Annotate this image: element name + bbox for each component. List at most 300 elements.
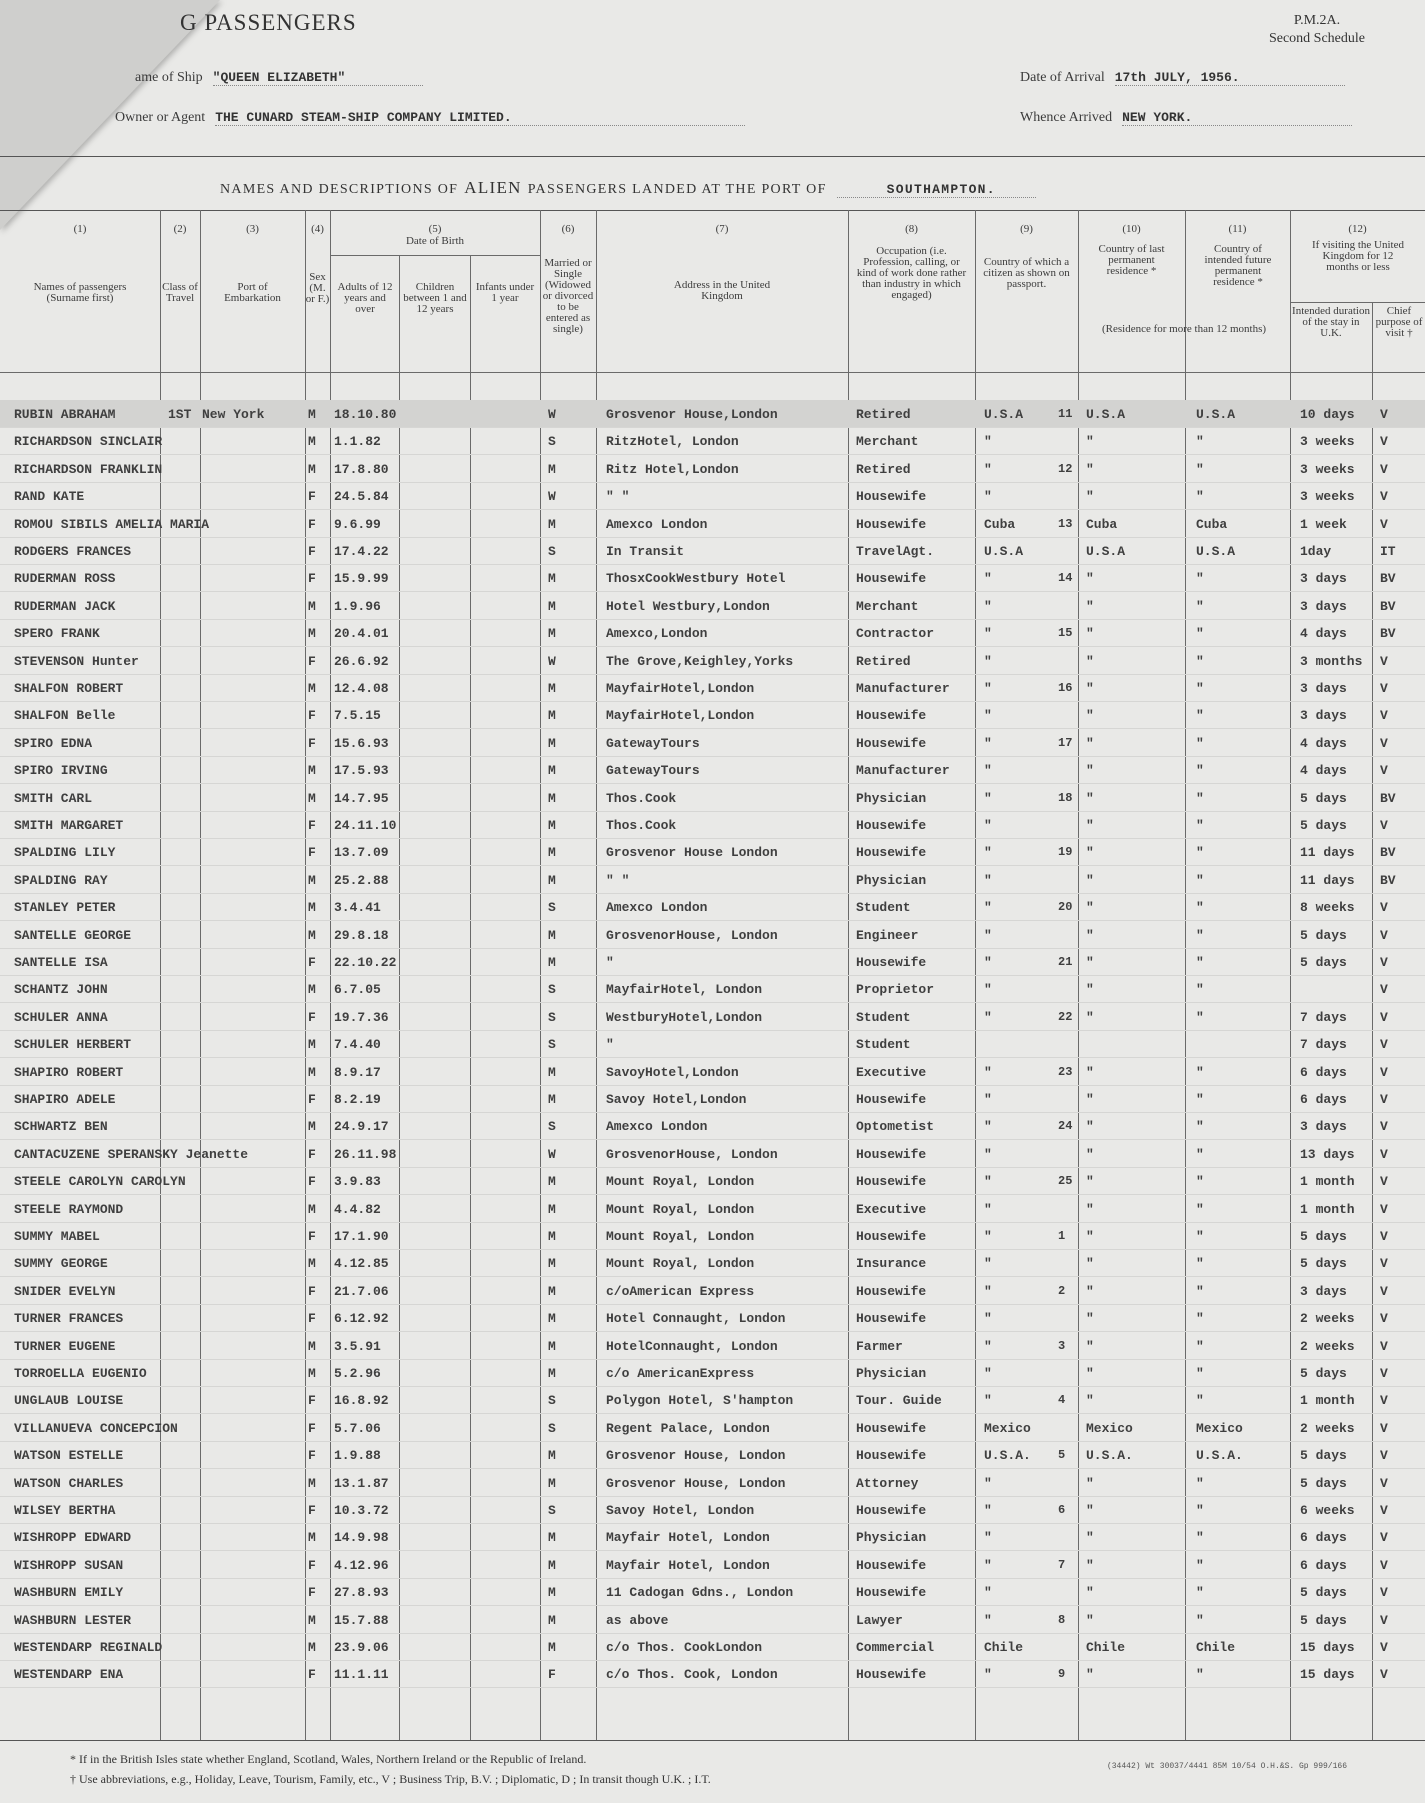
future-residence: " — [1196, 1475, 1204, 1491]
table-row — [0, 1578, 1425, 1606]
marital-status: M — [548, 735, 556, 751]
stay-duration: 5 days — [1300, 1585, 1347, 1601]
last-residence: " — [1086, 982, 1094, 998]
visit-purpose: BV — [1380, 571, 1396, 587]
date-of-birth: 26.11.98 — [334, 1146, 397, 1162]
future-residence: " — [1196, 1146, 1204, 1162]
margin-note: 8 — [1058, 1612, 1066, 1627]
citizenship: " — [984, 1092, 992, 1107]
occupation: Housewife — [856, 1311, 927, 1327]
sex: M — [308, 407, 316, 422]
uk-address: Hotel Connaught, London — [606, 1311, 786, 1327]
col-header-infants: Infants under 1 year — [475, 281, 535, 304]
visit-purpose: V — [1380, 1229, 1388, 1244]
occupation: Contractor — [856, 626, 935, 642]
sex: F — [308, 955, 316, 970]
future-residence: " — [1196, 489, 1204, 505]
last-residence: " — [1086, 1530, 1094, 1546]
visit-purpose: V — [1380, 516, 1388, 532]
visit-purpose: V — [1380, 1311, 1388, 1327]
future-residence: " — [1196, 1092, 1204, 1107]
visit-purpose: V — [1380, 434, 1388, 450]
stay-duration: 5 days — [1300, 1448, 1347, 1464]
citizenship: Cuba — [984, 516, 1016, 532]
table-row — [0, 893, 1425, 921]
citizenship: " — [984, 1064, 992, 1080]
marital-status: M — [548, 927, 556, 943]
date-of-birth: 24.5.84 — [334, 489, 389, 505]
passenger-name: WILSEY BERTHA — [14, 1503, 116, 1518]
port-of-embarkation: New York — [202, 407, 265, 422]
stay-duration: 7 days — [1300, 1037, 1347, 1053]
sex: M — [308, 900, 316, 916]
occupation: Housewife — [856, 489, 927, 505]
occupation: Proprietor — [856, 982, 935, 998]
passenger-name: UNGLAUB LOUISE — [14, 1393, 124, 1409]
last-residence: " — [1086, 571, 1094, 587]
passenger-name: WISHROPP SUSAN — [14, 1557, 124, 1573]
future-residence: " — [1196, 598, 1204, 614]
last-residence: Cuba — [1086, 516, 1118, 532]
occupation: Manufacturer — [856, 681, 950, 696]
col-num: (2) — [173, 223, 187, 235]
date-of-birth: 13.1.87 — [334, 1475, 389, 1491]
passenger-name: WATSON ESTELLE — [14, 1448, 124, 1464]
owner-name: THE CUNARD STEAM-SHIP COMPANY LIMITED. — [215, 110, 745, 126]
arrival-label: Date of Arrival — [1020, 70, 1105, 85]
uk-address: ThosxCookWestbury Hotel — [606, 571, 786, 587]
uk-address: Thos.Cook — [606, 790, 677, 806]
uk-address: GrosvenorHouse, London — [606, 927, 778, 943]
citizenship: " — [984, 1283, 992, 1299]
occupation: Housewife — [856, 955, 927, 970]
passenger-name: SCHWARTZ BEN — [14, 1119, 108, 1135]
citizenship: U.S.A — [984, 407, 1024, 422]
citizenship: " — [984, 1612, 992, 1628]
stay-duration: 5 days — [1300, 818, 1347, 833]
table-row — [0, 647, 1425, 675]
margin-note: 9 — [1058, 1667, 1066, 1682]
occupation: Housewife — [856, 1229, 927, 1244]
passenger-name: ROMOU SIBILS AMELIA MARIA — [14, 516, 210, 532]
occupation: Housewife — [856, 845, 927, 861]
citizenship: " — [984, 1585, 992, 1601]
passenger-name: SHAPIRO ADELE — [14, 1092, 116, 1107]
table-row — [0, 1359, 1425, 1387]
stay-duration: 13 days — [1300, 1146, 1355, 1162]
stay-duration: 6 weeks — [1300, 1503, 1355, 1518]
occupation: Housewife — [856, 571, 927, 587]
visit-purpose: V — [1380, 1092, 1388, 1107]
occupation: Housewife — [856, 708, 927, 724]
occupation: Housewife — [856, 1146, 927, 1162]
marital-status: S — [548, 1009, 556, 1025]
marital-status: M — [548, 845, 556, 861]
marital-status: W — [548, 653, 556, 669]
citizenship: " — [984, 1146, 992, 1162]
date-of-birth: 13.7.09 — [334, 845, 389, 861]
date-of-birth: 11.1.11 — [334, 1667, 389, 1683]
stay-duration: 5 days — [1300, 927, 1347, 943]
future-residence: " — [1196, 927, 1204, 943]
table-row — [0, 1332, 1425, 1360]
date-of-birth: 20.4.01 — [334, 626, 389, 642]
col-num: (6) — [561, 223, 575, 235]
citizenship: " — [984, 955, 992, 970]
marital-status: M — [548, 1229, 556, 1244]
margin-note: 21 — [1058, 955, 1073, 969]
date-of-birth: 27.8.93 — [334, 1585, 389, 1601]
occupation: Merchant — [856, 598, 919, 614]
uk-address: HotelConnaught, London — [606, 1338, 778, 1354]
citizenship: " — [984, 461, 992, 477]
ship-name: "QUEEN ELIZABETH" — [213, 70, 423, 86]
last-residence: " — [1086, 1064, 1094, 1080]
date-of-birth: 6.7.05 — [334, 982, 381, 998]
last-residence: " — [1086, 1119, 1094, 1135]
sex: M — [308, 1612, 316, 1628]
date-of-birth: 19.7.36 — [334, 1009, 389, 1025]
date-of-birth: 7.4.40 — [334, 1037, 381, 1053]
passenger-name: SPERO FRANK — [14, 626, 100, 642]
occupation: Retired — [856, 407, 911, 422]
marital-status: M — [548, 681, 556, 696]
stay-duration: 4 days — [1300, 626, 1347, 642]
citizenship: " — [984, 900, 992, 916]
footnote-purpose: † Use abbreviations, e.g., Holiday, Leave, Tourism, Family, etc., V ; Business Trip, B.V. ; Diplomatic, D ; In transit though U.K. ; I.T. — [70, 1772, 711, 1786]
occupation: Housewife — [856, 818, 927, 833]
margin-note: 17 — [1058, 735, 1073, 750]
visit-purpose: V — [1380, 955, 1388, 970]
occupation: Student — [856, 1009, 911, 1025]
uk-address: Thos.Cook — [606, 818, 677, 833]
col-header-children: Children between 1 and 12 years — [403, 281, 467, 315]
last-residence: " — [1086, 1393, 1094, 1409]
passenger-name: WASHBURN EMILY — [14, 1585, 124, 1601]
future-residence: " — [1196, 681, 1204, 696]
passenger-name: RUDERMAN JACK — [14, 598, 116, 614]
date-of-birth: 1.9.96 — [334, 598, 381, 614]
whence-label: Whence Arrived — [1020, 110, 1113, 125]
sex: M — [308, 461, 316, 477]
table-row — [0, 1195, 1425, 1223]
occupation: Farmer — [856, 1338, 903, 1354]
citizenship: " — [984, 571, 992, 587]
citizenship: " — [984, 982, 992, 998]
margin-note: 3 — [1058, 1338, 1066, 1353]
date-of-birth: 3.4.41 — [334, 900, 381, 916]
marital-status: M — [548, 1256, 556, 1272]
table-row — [0, 455, 1425, 483]
sex: F — [308, 516, 316, 532]
marital-status: M — [548, 1311, 556, 1327]
footer-rule — [0, 1740, 1425, 1741]
passenger-name: STANLEY PETER — [14, 900, 116, 916]
form-reference — [1269, 12, 1365, 48]
uk-address: The Grove,Keighley,Yorks — [606, 653, 794, 669]
sex: M — [308, 1530, 316, 1546]
sex: F — [308, 1092, 316, 1107]
citizenship: U.S.A. — [984, 1448, 1031, 1464]
stay-duration: 5 days — [1300, 1612, 1347, 1628]
marital-status: M — [548, 1201, 556, 1217]
uk-address: Amexco London — [606, 1119, 708, 1135]
marital-status: M — [548, 708, 556, 724]
stay-duration: 1 month — [1300, 1201, 1355, 1217]
date-of-birth: 4.12.96 — [334, 1557, 389, 1573]
date-of-birth: 4.4.82 — [334, 1201, 381, 1217]
passenger-name: WATSON CHARLES — [14, 1475, 124, 1491]
marital-status: M — [548, 598, 556, 614]
marital-status: W — [548, 489, 556, 505]
visit-purpose: BV — [1380, 872, 1396, 888]
stay-duration: 2 weeks — [1300, 1338, 1355, 1354]
uk-address: as above — [606, 1612, 669, 1628]
col-header-port: Port of Embarkation — [224, 281, 281, 304]
occupation: Student — [856, 900, 911, 916]
occupation: Retired — [856, 653, 911, 669]
header-rule — [0, 156, 1425, 157]
date-of-birth: 5.2.96 — [334, 1366, 381, 1381]
last-residence: " — [1086, 653, 1094, 669]
uk-address: Mayfair Hotel, London — [606, 1530, 770, 1546]
future-residence: U.S.A — [1196, 544, 1236, 559]
future-residence: " — [1196, 955, 1204, 970]
table-row — [0, 619, 1425, 647]
sex: M — [308, 872, 316, 888]
table-row — [0, 537, 1425, 565]
uk-address: Amexco London — [606, 900, 708, 916]
last-residence: " — [1086, 763, 1094, 779]
visit-purpose: BV — [1380, 845, 1396, 861]
margin-note: 2 — [1058, 1283, 1066, 1298]
citizenship: " — [984, 489, 992, 505]
occupation: Retired — [856, 461, 911, 477]
marital-status: M — [548, 1530, 556, 1546]
occupation: Physician — [856, 872, 927, 888]
visit-purpose: V — [1380, 1256, 1388, 1272]
marital-status: M — [548, 1640, 556, 1655]
stay-duration: 3 days — [1300, 1119, 1347, 1135]
stay-duration: 5 days — [1300, 1475, 1347, 1491]
citizenship: " — [984, 1009, 992, 1025]
citizenship: " — [984, 1530, 992, 1546]
marital-status: S — [548, 1503, 556, 1518]
passenger-name: SANTELLE GEORGE — [14, 927, 132, 943]
last-residence: " — [1086, 1366, 1094, 1381]
visit-purpose: V — [1380, 708, 1388, 724]
occupation: Housewife — [856, 1557, 927, 1573]
last-residence: " — [1086, 1009, 1094, 1025]
future-residence: U.S.A. — [1196, 1448, 1243, 1464]
stay-duration: 5 days — [1300, 1256, 1347, 1272]
margin-note: 1 — [1058, 1229, 1066, 1243]
table-row — [0, 1606, 1425, 1634]
dob-header-rule — [330, 255, 540, 256]
ship-line — [135, 70, 423, 86]
whence-line — [1020, 110, 1352, 126]
last-residence: " — [1086, 1283, 1094, 1299]
uk-address: Hotel Westbury,London — [606, 598, 770, 614]
sex: F — [308, 653, 316, 669]
date-of-birth: 9.6.99 — [334, 516, 381, 532]
date-of-birth: 17.1.90 — [334, 1229, 389, 1244]
passenger-name: TORROELLA EUGENIO — [14, 1366, 147, 1381]
table-row — [0, 1414, 1425, 1442]
occupation: Tour. Guide — [856, 1393, 942, 1409]
stay-duration: 4 days — [1300, 735, 1347, 751]
table-row — [0, 564, 1425, 592]
col-header-address: Address in the United Kingdom — [673, 279, 771, 302]
table-row — [0, 482, 1425, 510]
table-row — [0, 921, 1425, 949]
passenger-name: WESTENDARP ENA — [14, 1667, 124, 1683]
date-of-birth: 17.4.22 — [334, 544, 389, 559]
passenger-name: RICHARDSON FRANKLIN — [14, 461, 163, 477]
col-header-citizen: Country of which a citizen as shown on passport. — [983, 256, 1070, 290]
marital-status: M — [548, 790, 556, 806]
occupation: Physician — [856, 1530, 927, 1546]
stay-duration: 1 month — [1300, 1174, 1355, 1190]
table-row — [0, 975, 1425, 1003]
col-header-residence-note: (Residence for more than 12 months) — [1101, 323, 1267, 335]
citizenship: " — [984, 1119, 992, 1135]
marital-status: M — [548, 461, 556, 477]
last-residence: " — [1086, 1229, 1094, 1244]
occupation: Housewife — [856, 1092, 927, 1107]
stay-duration: 2 weeks — [1300, 1420, 1355, 1436]
visit-purpose: V — [1380, 1530, 1388, 1546]
table-row — [0, 729, 1425, 757]
margin-note: 4 — [1058, 1393, 1066, 1408]
visit-purpose: V — [1380, 461, 1388, 477]
future-residence: " — [1196, 982, 1204, 998]
date-of-birth: 21.7.06 — [334, 1283, 389, 1299]
date-of-birth: 14.9.98 — [334, 1530, 389, 1546]
uk-address: Savoy Hotel, London — [606, 1503, 755, 1518]
sex: F — [308, 1667, 316, 1683]
col-header-last-res: Country of last permanent residence * — [1098, 243, 1165, 277]
visit-purpose: V — [1380, 818, 1388, 833]
uk-address: Regent Palace, London — [606, 1420, 770, 1436]
date-of-birth: 12.4.08 — [334, 681, 389, 696]
future-residence: " — [1196, 1503, 1204, 1518]
uk-address: MayfairHotel,London — [606, 708, 755, 724]
last-residence: " — [1086, 1092, 1094, 1107]
stay-duration: 6 days — [1300, 1557, 1347, 1573]
table-row — [0, 1222, 1425, 1250]
future-residence: " — [1196, 626, 1204, 642]
marital-status: S — [548, 434, 556, 450]
table-row — [0, 1249, 1425, 1277]
future-residence: " — [1196, 1612, 1204, 1628]
col-num: (5) — [428, 223, 442, 235]
stay-duration: 5 days — [1300, 1229, 1347, 1244]
margin-note: 15 — [1058, 626, 1073, 641]
date-of-birth: 18.10.80 — [334, 407, 397, 422]
table-row — [0, 811, 1425, 839]
table-row — [0, 1112, 1425, 1140]
col-header-class: Class of Travel — [162, 281, 198, 304]
visit-purpose: V — [1380, 735, 1388, 751]
stay-duration: 5 days — [1300, 1366, 1347, 1381]
passenger-name: TURNER EUGENE — [14, 1338, 116, 1354]
table-row — [0, 1304, 1425, 1332]
date-of-birth: 1.9.88 — [334, 1448, 381, 1464]
last-residence: " — [1086, 598, 1094, 614]
owner-label: Owner or Agent — [115, 110, 206, 125]
marital-status: M — [548, 516, 556, 532]
uk-address: GatewayTours — [606, 735, 700, 751]
citizenship: " — [984, 681, 992, 696]
citizenship: " — [984, 434, 992, 450]
future-residence: " — [1196, 818, 1204, 833]
sex: F — [308, 1393, 316, 1409]
header-bottom-rule — [0, 372, 1425, 373]
sex: F — [308, 1448, 316, 1464]
stay-duration: 11 days — [1300, 845, 1355, 861]
last-residence: " — [1086, 818, 1094, 833]
col-header-visit: If visiting the United Kingdom for 12 months or less — [1312, 239, 1404, 273]
visit-purpose: V — [1380, 1503, 1388, 1518]
visit-purpose: V — [1380, 900, 1388, 916]
citizenship: " — [984, 1503, 992, 1518]
passenger-name: RUBIN ABRAHAM — [14, 407, 116, 422]
citizenship: " — [984, 790, 992, 806]
passenger-name: SUMMY MABEL — [14, 1229, 100, 1244]
uk-address: RitzHotel, London — [606, 434, 739, 450]
marital-status: M — [548, 872, 556, 888]
future-residence: " — [1196, 1256, 1204, 1272]
marital-status: M — [548, 1283, 556, 1299]
col-header-adults: Adults of 12 years and over — [337, 281, 393, 315]
schedule-label: Second Schedule — [1268, 31, 1365, 46]
margin-note: 5 — [1058, 1448, 1066, 1463]
marital-status: M — [548, 1338, 556, 1354]
future-residence: " — [1196, 1174, 1204, 1190]
passenger-name: TURNER FRANCES — [14, 1311, 124, 1327]
last-residence: " — [1086, 1503, 1094, 1518]
visit-purpose: V — [1380, 763, 1388, 779]
citizenship: " — [984, 1174, 992, 1190]
marital-status: M — [548, 1366, 556, 1381]
marital-status: M — [548, 955, 556, 970]
marital-status: M — [548, 818, 556, 833]
uk-address: SavoyHotel,London — [606, 1064, 739, 1080]
future-residence: " — [1196, 461, 1204, 477]
stay-duration: 3 days — [1300, 571, 1347, 587]
date-of-birth: 22.10.22 — [334, 955, 397, 970]
occupation: Housewife — [856, 1448, 927, 1464]
stay-duration: 6 days — [1300, 1064, 1347, 1080]
occupation: Insurance — [856, 1256, 927, 1272]
sex: F — [308, 571, 316, 587]
last-residence: " — [1086, 708, 1094, 724]
margin-note: 16 — [1058, 681, 1073, 695]
sex: F — [308, 708, 316, 724]
citizenship: U.S.A — [984, 544, 1024, 559]
passenger-name: CANTACUZENE SPERANSKY Jeanette — [14, 1146, 249, 1162]
visit-purpose: V — [1380, 1283, 1388, 1299]
table-row — [0, 1523, 1425, 1551]
visit-purpose: V — [1380, 1667, 1388, 1683]
occupation: TravelAgt. — [856, 544, 935, 559]
sex: M — [308, 1475, 316, 1491]
date-of-birth: 8.9.17 — [334, 1064, 381, 1080]
visit-purpose: V — [1380, 1393, 1388, 1409]
citizenship: " — [984, 653, 992, 669]
visit-purpose: V — [1380, 653, 1388, 669]
